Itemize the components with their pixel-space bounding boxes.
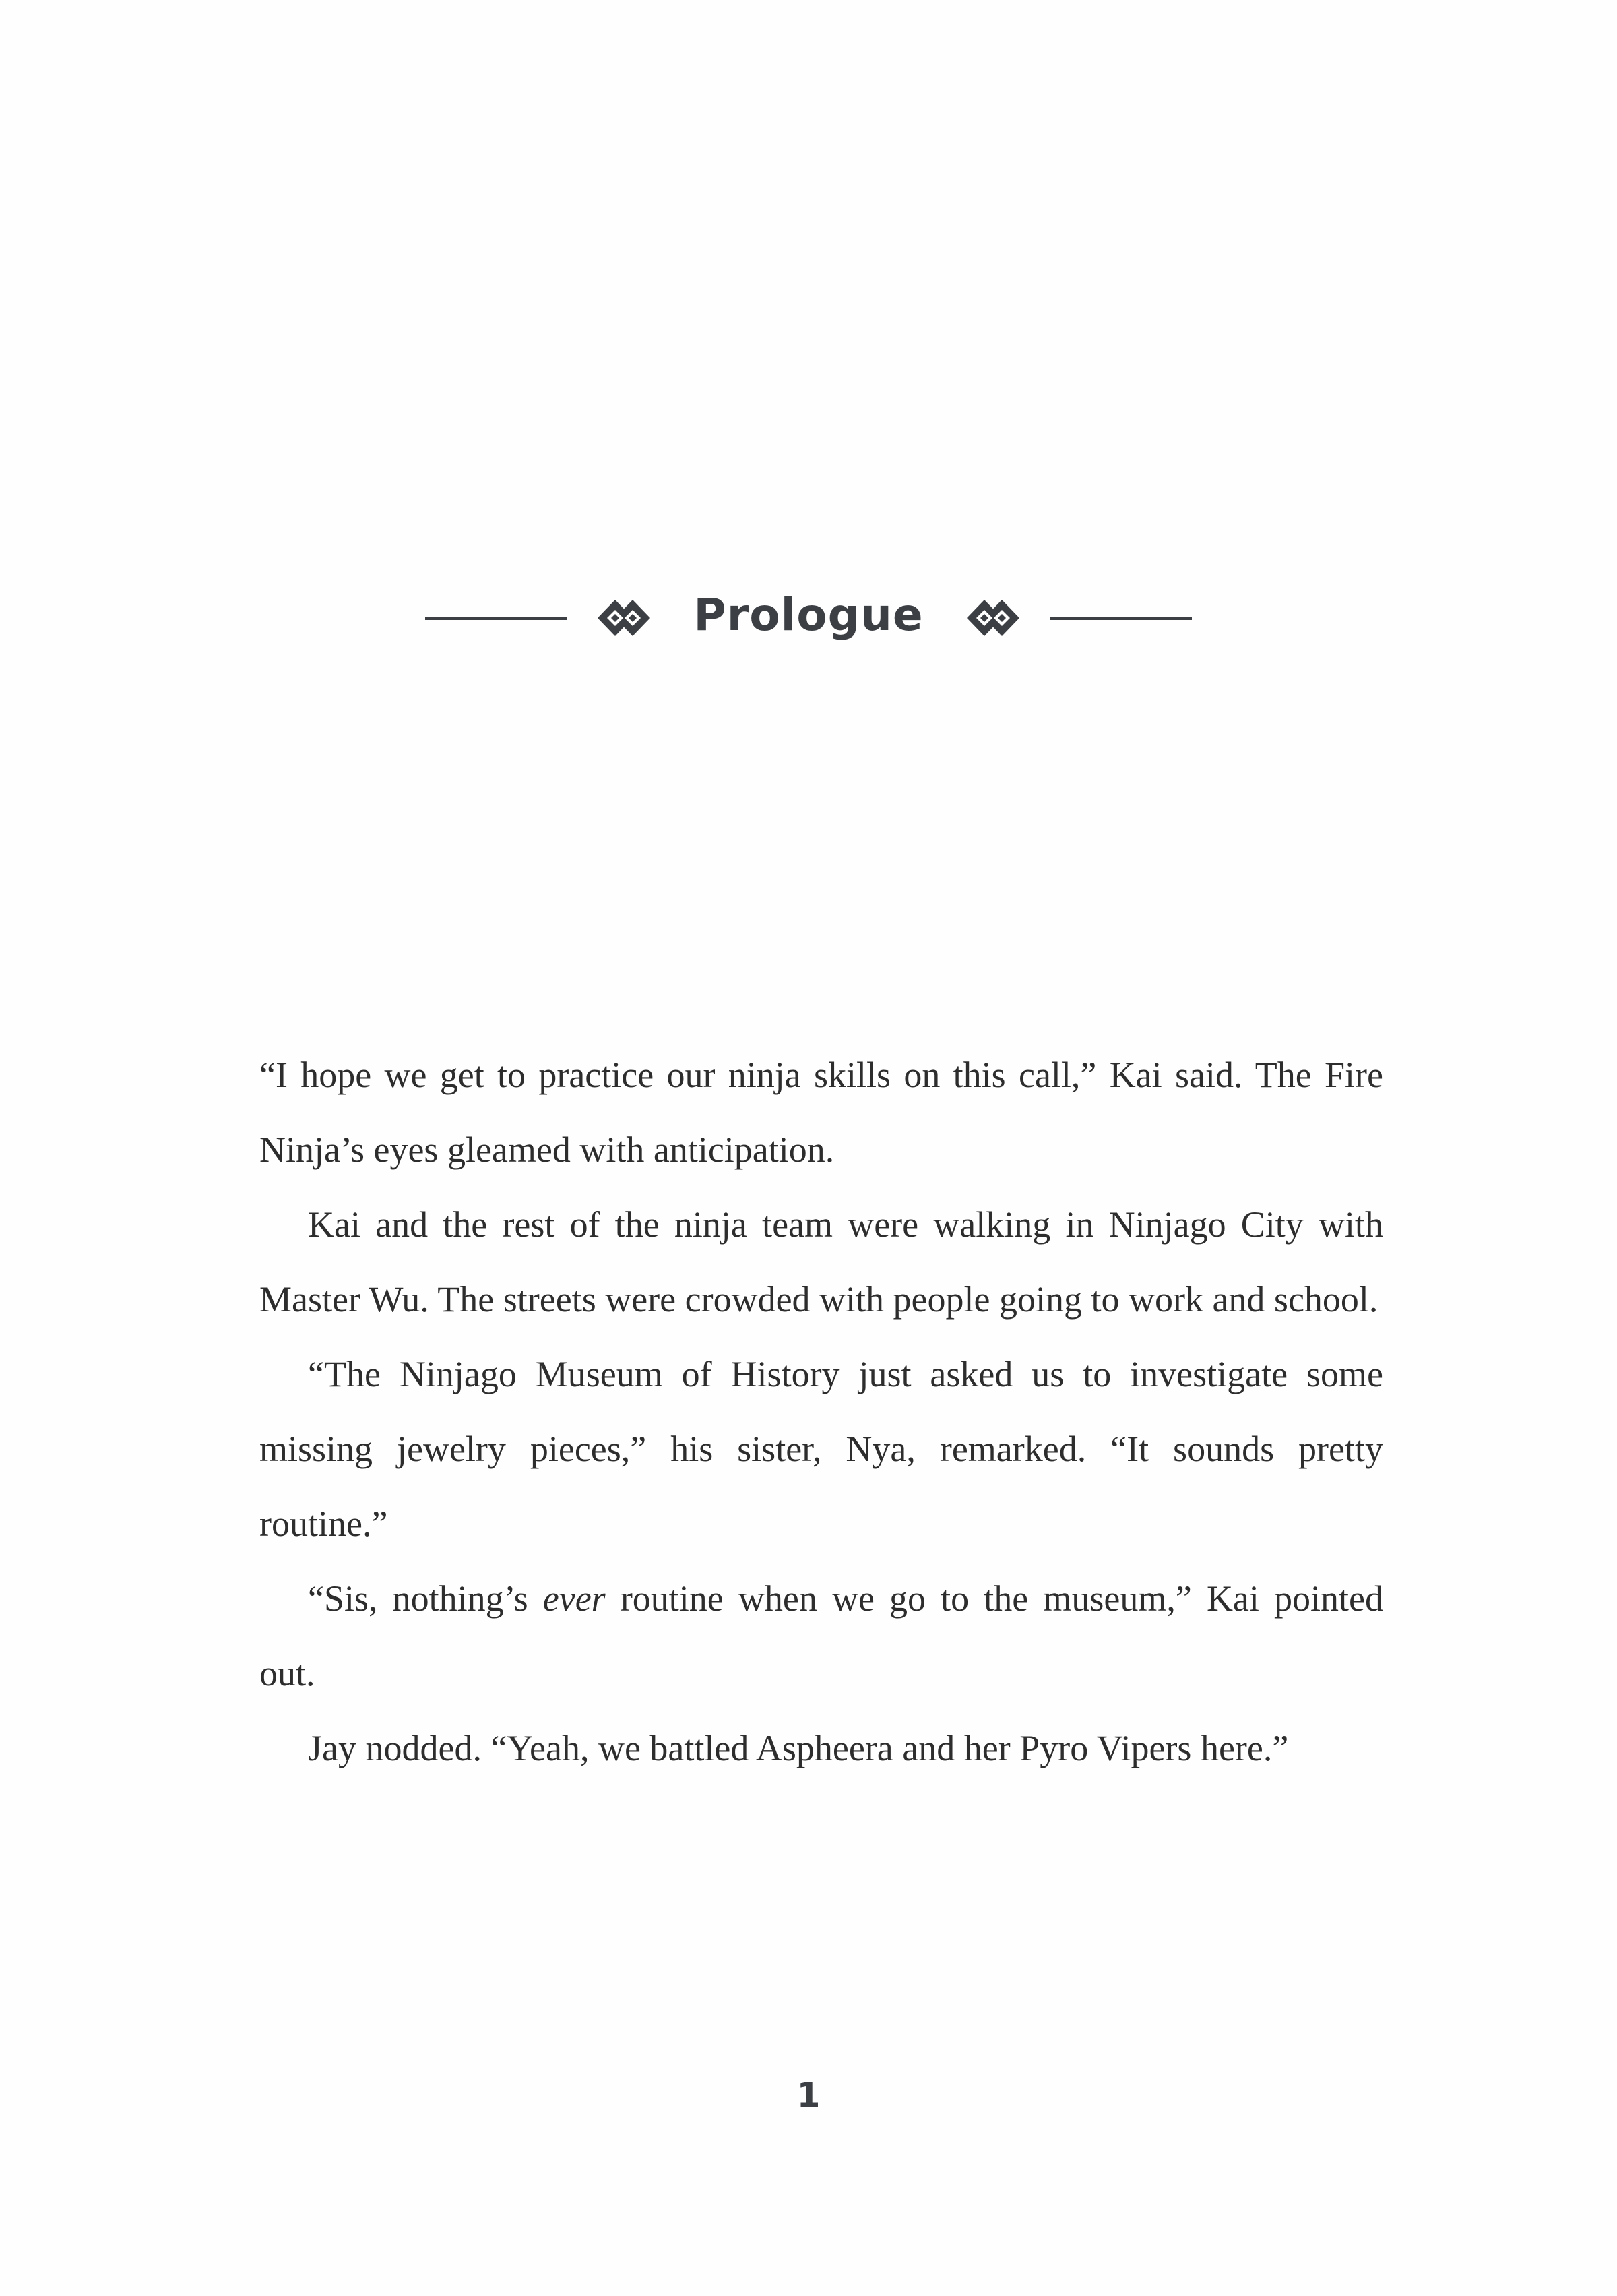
heading-rule-left — [425, 617, 567, 620]
double-diamond-ornament-left — [571, 593, 665, 643]
paragraph: “The Ninjago Museum of History just asked us to investigate some missing jewelry pieces,” his sister, Nya, remarked. “It sounds pretty routine.” — [259, 1354, 1383, 1544]
paragraph: Jay nodded. “Yeah, we battled Aspheera and her Pyro Vipers here.” — [308, 1728, 1289, 1768]
emphasis-text: ever — [542, 1578, 606, 1619]
paragraph: Kai and the rest of the ninja team were walking in Ninjago City with Master Wu. The streets were crowded with people going to work and school. — [259, 1204, 1383, 1320]
body-text — [259, 1038, 1383, 1786]
chapter-heading — [0, 589, 1617, 643]
page-number: 1 — [796, 2076, 821, 2115]
double-diamond-ornament-right — [952, 593, 1046, 643]
paragraph: “I hope we get to practice our ninja skills on this call,” Kai said. The Fire Ninja’s eyes gleamed with anticipation. — [259, 1055, 1383, 1170]
chapter-title: Prologue — [693, 589, 924, 641]
paragraph: “Sis, nothing’s ever routine when we go to the museum,” Kai pointed out. — [259, 1578, 1383, 1694]
heading-rule-right — [1050, 617, 1192, 620]
